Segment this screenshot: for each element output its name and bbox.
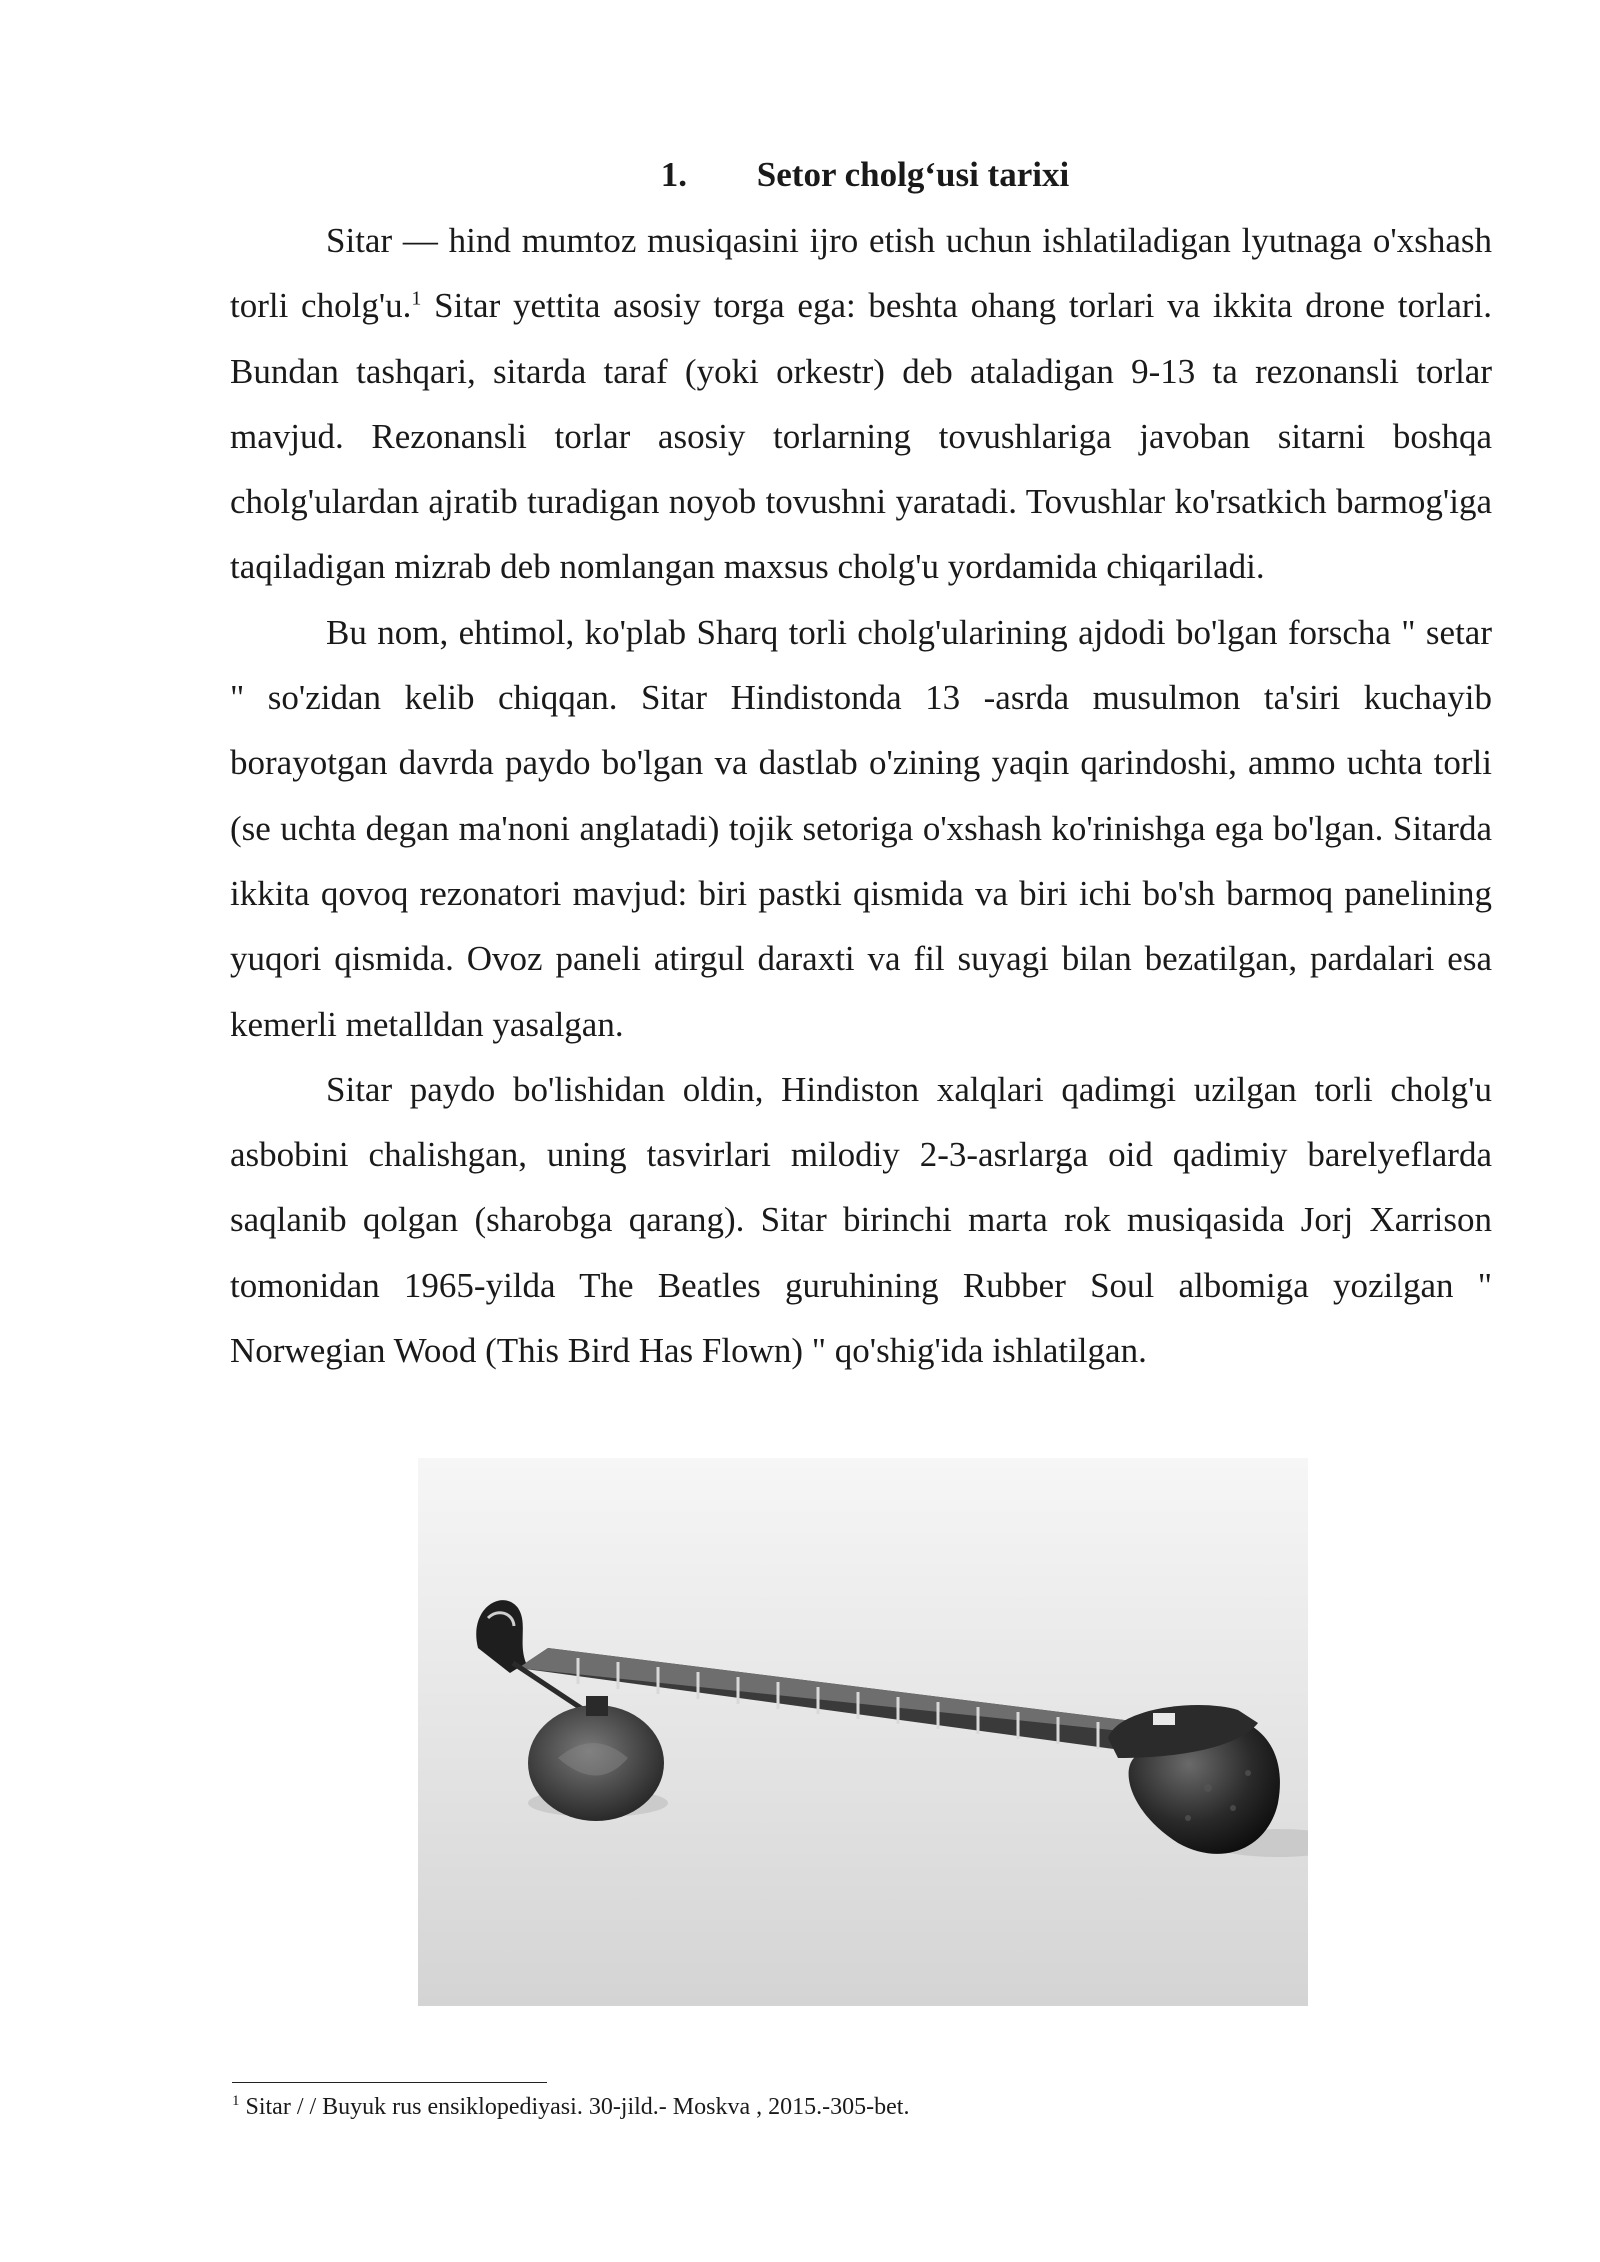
section-heading [0,150,1600,200]
footnote-reference[interactable]: 1 [411,287,422,310]
paragraph-1-part-2: Sitar yettita asosiy torga ega: beshta ohang torlari va ikkita drone torlari. Bundan tashqari, sitarda taraf (yoki orkestr) deb ataladigan 9-13 ta rezonansli torlar mavjud. Rezonansli torlar asosiy torlarning tovushlariga javoban sitarni boshqa cholg'ulardan ajratib turadigan noyob tovushni yaratadi. Tovushlar ko'rsatkich barmog'iga taqiladigan mizrab deb nomlangan maxsus cholg'u yordamida chiqariladi. [230,286,1492,587]
paragraph-1 [230,208,1492,600]
paragraph-2: Bu nom, ehtimol, ko'plab Sharq torli cholg'ularining ajdodi bo'lgan forscha " setar " so'zidan kelib chiqqan. Sitar Hindistonda 13 -asrda musulmon ta'siri kuchayib borayotgan davrda paydo bo'lgan va dastlab o'zining yaqin qarindoshi, ammo uchta torli (se uchta degan ma'noni anglatadi) tojik setoriga o'xshash ko'rinishga ega bo'lgan. Sitarda ikkita qovoq rezonatori mavjud: biri pastki qismida va biri ichi bo'sh barmoq panelining yuqori qismida. Ovoz paneli atirgul daraxti va fil suyagi bilan bezatilgan, pardalari esa kemerli metalldan yasalgan. [230,612,1492,1044]
section-title: Setor cholg‘usi tarixi [756,155,1070,194]
paragraph-3: Sitar paydo bo'lishidan oldin, Hindiston xalqlari qadimgi uzilgan torli cholg'u asbobini chalishgan, uning tasvirlari milodiy 2-3-asrlarga oid qadimiy barelyeflarda saqlanib qolgan (sharobga qarang). Sitar birinchi marta rok musiqasida Jorj Xarrison tomonidan 1965-yilda The Beatles guruhining Rubber Soul albomiga yozilgan " Norwegian Wood (This Bird Has Flown) " qo'shig'ida ishlatilgan. [230,1069,1492,1371]
footnote [232,2090,909,2124]
footnote-separator [232,2082,547,2083]
sitar-illustration [418,1458,1308,2006]
footnote-text: Sitar / / Buyuk rus ensiklopediyasi. 30-jild.- Moskva , 2015.-305-bet. [239,2094,910,2120]
footnote-marker: 1 [232,2093,240,2109]
sitar-photo [418,1458,1308,2006]
section-number: 1. [660,155,688,194]
paragraph-1-part-1: Sitar — hind mumtoz musiqasini ijro etish uchun ishlatiladigan lyutnaga o'xshash torli cholg'u. [230,221,1492,326]
body-text [230,208,1492,1383]
